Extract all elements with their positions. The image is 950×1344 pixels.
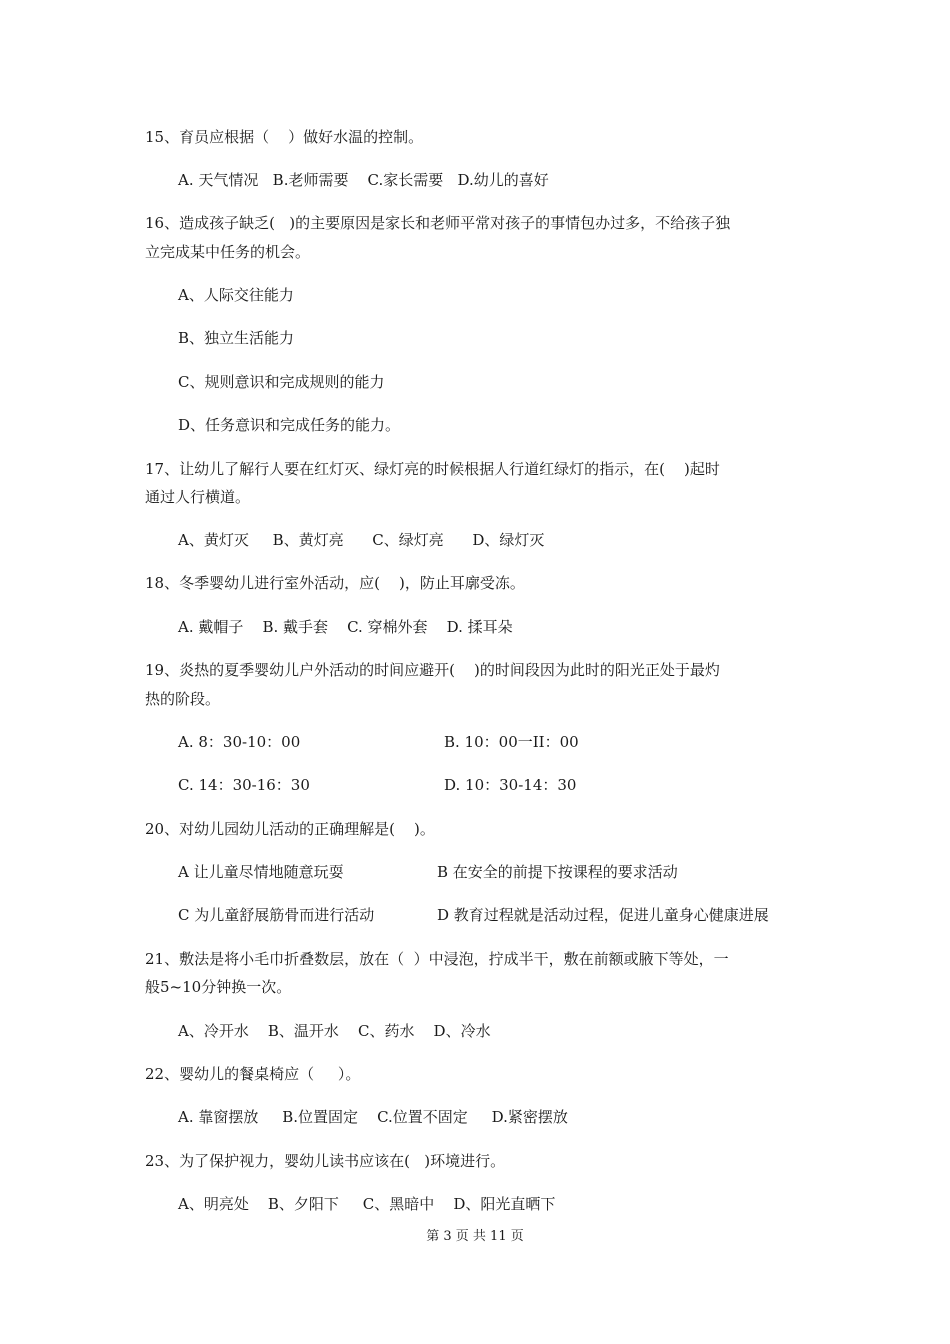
question-16-stem-line1: 16、造成孩子缺乏( )的主要原因是家长和老师平常对孩子的事情包办过多，不给孩子独 <box>145 214 731 232</box>
question-17-options: A、黄灯灭 B、黄灯亮 C、绿灯亮 D、绿灯灭 <box>178 531 545 549</box>
question-21-stem-line2: 般5~10分钟换一次。 <box>145 978 292 996</box>
question-16-option-d: D、任务意识和完成任务的能力。 <box>178 416 401 434</box>
page-footer: 第 3 页 共 11 页 <box>426 1229 524 1244</box>
question-20-option-d: D 教育过程就是活动过程，促进儿童身心健康进展 <box>437 906 769 924</box>
question-16-option-c: C、规则意识和完成规则的能力 <box>178 373 385 391</box>
question-16-option-a: A、人际交往能力 <box>178 286 294 304</box>
question-21-stem-line1: 21、敷法是将小毛巾折叠数层，放在（ ）中浸泡，拧成半干，敷在前额或腋下等处，一 <box>145 950 729 968</box>
question-19-stem-line2: 热的阶段。 <box>145 690 221 708</box>
question-22-options: A. 靠窗摆放 B.位置固定 C.位置不固定 D.紧密摆放 <box>178 1108 568 1126</box>
question-16-option-b: B、独立生活能力 <box>178 329 295 347</box>
question-19-stem-line1: 19、炎热的夏季婴幼儿户外活动的时间应避开( )的时间段因为此时的阳光正处于最灼 <box>145 661 720 679</box>
question-19-option-b: B. 10：00一II：00 <box>444 733 579 751</box>
question-20-option-c: C 为儿童舒展筋骨而进行活动 <box>178 906 375 924</box>
question-18-options: A. 戴帽子 B. 戴手套 C. 穿棉外套 D. 揉耳朵 <box>178 618 513 636</box>
question-23-options: A、明亮处 B、夕阳下 C、黑暗中 D、阳光直晒下 <box>178 1195 556 1213</box>
question-22-stem: 22、婴幼儿的餐桌椅应（ ）。 <box>145 1065 361 1083</box>
question-15-options: A. 天气情况 B.老师需要 C.家长需要 D.幼儿的喜好 <box>178 171 549 189</box>
question-20-option-a: A 让儿童尽情地随意玩耍 <box>178 863 344 881</box>
question-17-stem-line1: 17、让幼儿了解行人要在红灯灭、绿灯亮的时候根据人行道红绿灯的指示，在( )起时 <box>145 460 720 478</box>
question-15-stem: 15、育员应根据（ ）做好水温的控制。 <box>145 128 424 146</box>
question-19-option-a: A. 8：30-10：00 <box>178 733 301 751</box>
question-17-stem-line2: 通过人行横道。 <box>145 488 251 506</box>
question-20-stem: 20、对幼儿园幼儿活动的正确理解是( )。 <box>145 820 435 838</box>
question-19-option-c: C. 14：30-16：30 <box>178 776 310 794</box>
question-18-stem: 18、冬季婴幼儿进行室外活动，应( )，防止耳廓受冻。 <box>145 574 525 592</box>
question-21-options: A、冷开水 B、温开水 C、药水 D、冷水 <box>178 1022 491 1040</box>
question-23-stem: 23、为了保护视力，婴幼儿读书应该在( )环境进行。 <box>145 1152 506 1170</box>
question-20-option-b: B 在安全的前提下按课程的要求活动 <box>437 863 678 881</box>
question-19-option-d: D. 10：30-14：30 <box>444 776 577 794</box>
question-16-stem-line2: 立完成某中任务的机会。 <box>145 243 311 261</box>
